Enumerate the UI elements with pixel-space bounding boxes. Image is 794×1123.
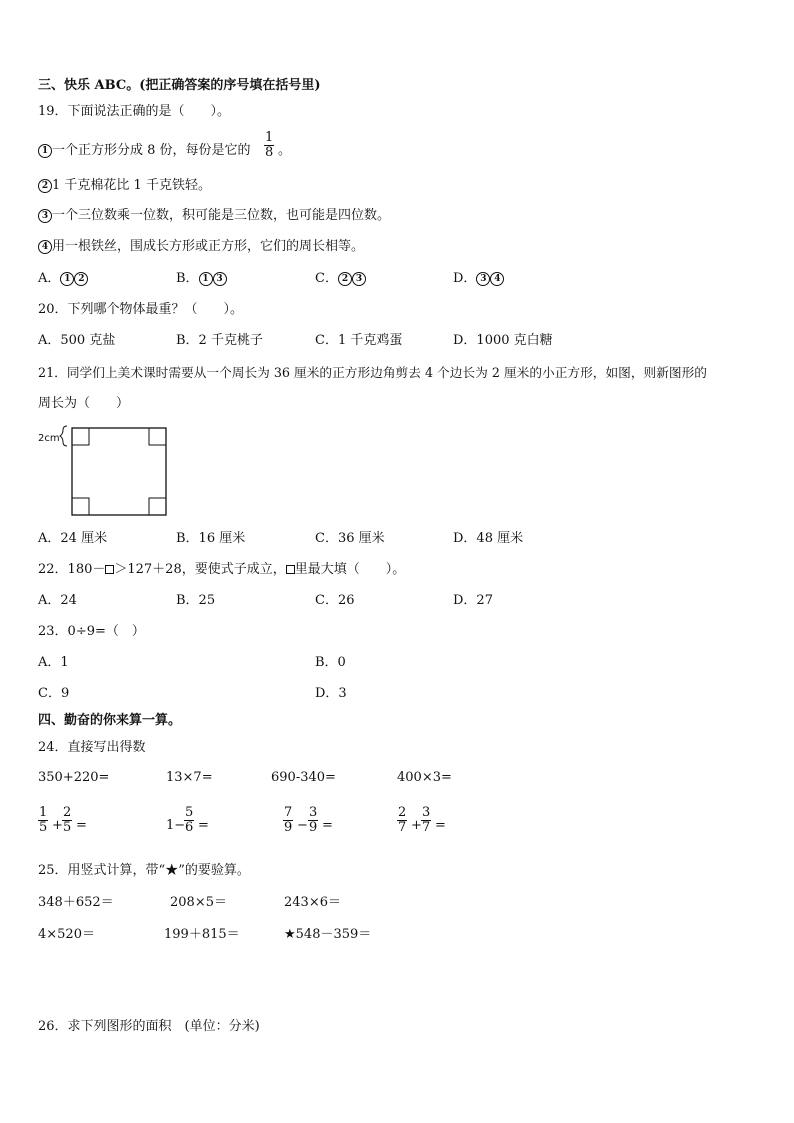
q19-option-1-text: 一个正方形分成 8 份，每份是它的 <box>52 143 251 158</box>
fraction-denominator: 9 <box>309 820 318 835</box>
fraction-numerator: 3 <box>422 805 431 820</box>
q24-expr-2: 13×7= <box>166 770 213 785</box>
blank-box-icon <box>286 565 295 574</box>
q19-option-4 <box>38 239 364 255</box>
q26-stem: 26．求下列图形的面积 (单位：分米) <box>38 1019 260 1034</box>
fraction-numerator: 7 <box>284 805 293 820</box>
q19-option-3 <box>38 208 390 224</box>
circled-number: 4 <box>38 240 52 254</box>
q19-choice-a[interactable] <box>38 271 88 287</box>
fraction <box>308 806 318 835</box>
choice-letter: B． <box>176 271 199 286</box>
operator: − <box>297 818 308 833</box>
fraction-denominator: 7 <box>398 820 407 835</box>
blank-box-icon <box>105 565 114 574</box>
fraction <box>38 806 48 835</box>
fraction-denominator: 9 <box>284 820 293 835</box>
q22-choice-d[interactable]: D．27 <box>453 593 493 608</box>
circled-number: 3 <box>213 272 227 286</box>
circled-number: 4 <box>490 272 504 286</box>
equals: = <box>435 818 446 833</box>
q21-stem-line1: 21．同学们上美术课时需要从一个周长为 36 厘米的正方形边角剪去 4 个边长为 2 厘米的小正方形，如图，则新图形的 <box>38 365 707 380</box>
q25-expr-5: 199＋815＝ <box>164 927 240 942</box>
q22-stem-part3: 里最大填（ ）。 <box>294 562 406 577</box>
q23-choice-b[interactable]: B．0 <box>315 655 346 670</box>
fraction <box>421 806 431 835</box>
q25-expr-6: ★548－359＝ <box>284 927 372 942</box>
fraction-numerator: 3 <box>309 805 318 820</box>
square-outline <box>72 428 166 515</box>
operator: + <box>52 818 63 833</box>
q24-expr-4: 400×3= <box>397 770 452 785</box>
fraction-denominator: 5 <box>63 820 72 835</box>
q20-choice-d[interactable]: D．1000 克白糖 <box>453 333 553 348</box>
fraction-denominator: 6 <box>185 820 194 835</box>
fraction-one-eighth <box>264 131 274 160</box>
q19-choice-c[interactable] <box>315 271 366 287</box>
circled-number: 3 <box>476 272 490 286</box>
operator: + <box>411 818 422 833</box>
q25-expr-3: 243×6＝ <box>284 895 341 910</box>
q24-expr-1: 350+220= <box>38 770 110 785</box>
circled-number: 1 <box>60 272 74 286</box>
q25-expr-4: 4×520＝ <box>38 927 95 942</box>
q19-option-4-text: 用一根铁丝，围成长方形或正方形，它们的周长相等。 <box>52 239 365 254</box>
q24-expr-3: 690-340= <box>271 770 336 785</box>
q19-choice-d[interactable] <box>453 271 504 287</box>
q20-choice-a[interactable]: A．500 克盐 <box>38 333 116 348</box>
figure-label-2cm: 2cm <box>38 433 60 444</box>
fraction <box>283 806 293 835</box>
circled-number: 2 <box>38 179 52 193</box>
q22-stem <box>38 562 405 578</box>
equals: = <box>198 818 209 833</box>
q19-option-1-end: 。 <box>278 143 292 158</box>
q22-choice-a[interactable]: A．24 <box>38 593 77 608</box>
corner-square-top-left <box>72 428 89 445</box>
q19-option-2-text: 1 千克棉花比 1 千克铁轻。 <box>52 178 211 193</box>
q22-stem-part2: ＞127＋28，要使式子成立， <box>114 562 286 577</box>
fraction-numerator: 5 <box>185 805 194 820</box>
q22-stem-part1: 22．180－ <box>38 562 106 577</box>
circled-number: 2 <box>74 272 88 286</box>
q23-choice-a[interactable]: A．1 <box>38 655 69 670</box>
q21-choice-b[interactable]: B．16 厘米 <box>176 531 246 546</box>
q23-stem: 23．0÷9=（ ） <box>38 624 145 639</box>
fraction-numerator: 1 <box>265 130 274 145</box>
fraction-numerator: 2 <box>398 805 407 820</box>
q23-choice-c[interactable]: C．9 <box>38 686 70 701</box>
q22-choice-c[interactable]: C．26 <box>315 593 355 608</box>
fraction-numerator: 2 <box>63 805 72 820</box>
q19-stem: 19．下面说法正确的是（ ）。 <box>38 104 231 119</box>
fraction-denominator: 8 <box>265 145 274 160</box>
circled-number: 1 <box>199 272 213 286</box>
q25-stem: 25．用竖式计算，带“★”的要验算。 <box>38 863 250 878</box>
circled-number: 1 <box>38 144 52 158</box>
equals: = <box>76 818 87 833</box>
fraction <box>397 806 407 835</box>
q23-choice-d[interactable]: D．3 <box>315 686 347 701</box>
fraction <box>62 806 72 835</box>
q21-stem-line2: 周长为（ ） <box>38 396 130 411</box>
q21-choice-d[interactable]: D．48 厘米 <box>453 531 524 546</box>
q25-expr-2: 208×5＝ <box>170 895 227 910</box>
choice-letter: C． <box>315 271 338 286</box>
section-3-title: 三、快乐 ABC。(把正确答案的序号填在括号里) <box>38 78 321 93</box>
fraction-denominator: 7 <box>422 820 431 835</box>
fraction-denominator: 5 <box>39 820 48 835</box>
q25-expr-1: 348＋652＝ <box>38 895 114 910</box>
choice-letter: D． <box>453 271 477 286</box>
q19-option-2 <box>38 178 211 194</box>
fraction <box>184 806 194 835</box>
circled-number: 2 <box>338 272 352 286</box>
circled-number: 3 <box>352 272 366 286</box>
one-minus: 1− <box>166 818 186 833</box>
equals: = <box>322 818 333 833</box>
q19-option-1 <box>38 143 251 159</box>
cut-corner-square-figure <box>58 420 173 520</box>
section-4-title: 四、勤奋的你来算一算。 <box>38 713 182 728</box>
q21-choice-c[interactable]: C．36 厘米 <box>315 531 385 546</box>
choice-letter: A． <box>38 271 61 286</box>
q20-choice-c[interactable]: C．1 千克鸡蛋 <box>315 333 403 348</box>
q19-option-3-text: 一个三位数乘一位数，积可能是三位数，也可能是四位数。 <box>52 208 391 223</box>
q20-choice-b[interactable]: B．2 千克桃子 <box>176 333 263 348</box>
corner-square-bottom-left <box>72 498 89 515</box>
fraction-numerator: 1 <box>39 805 48 820</box>
q24-stem: 24．直接写出得数 <box>38 740 146 755</box>
corner-square-top-right <box>149 428 166 445</box>
corner-square-bottom-right <box>149 498 166 515</box>
circled-number: 3 <box>38 209 52 223</box>
brace-icon <box>60 426 67 446</box>
q21-choice-a[interactable]: A．24 厘米 <box>38 531 108 546</box>
q19-choice-b[interactable] <box>176 271 227 287</box>
q20-stem: 20．下列哪个物体最重？（ ）。 <box>38 302 244 317</box>
q22-choice-b[interactable]: B．25 <box>176 593 216 608</box>
